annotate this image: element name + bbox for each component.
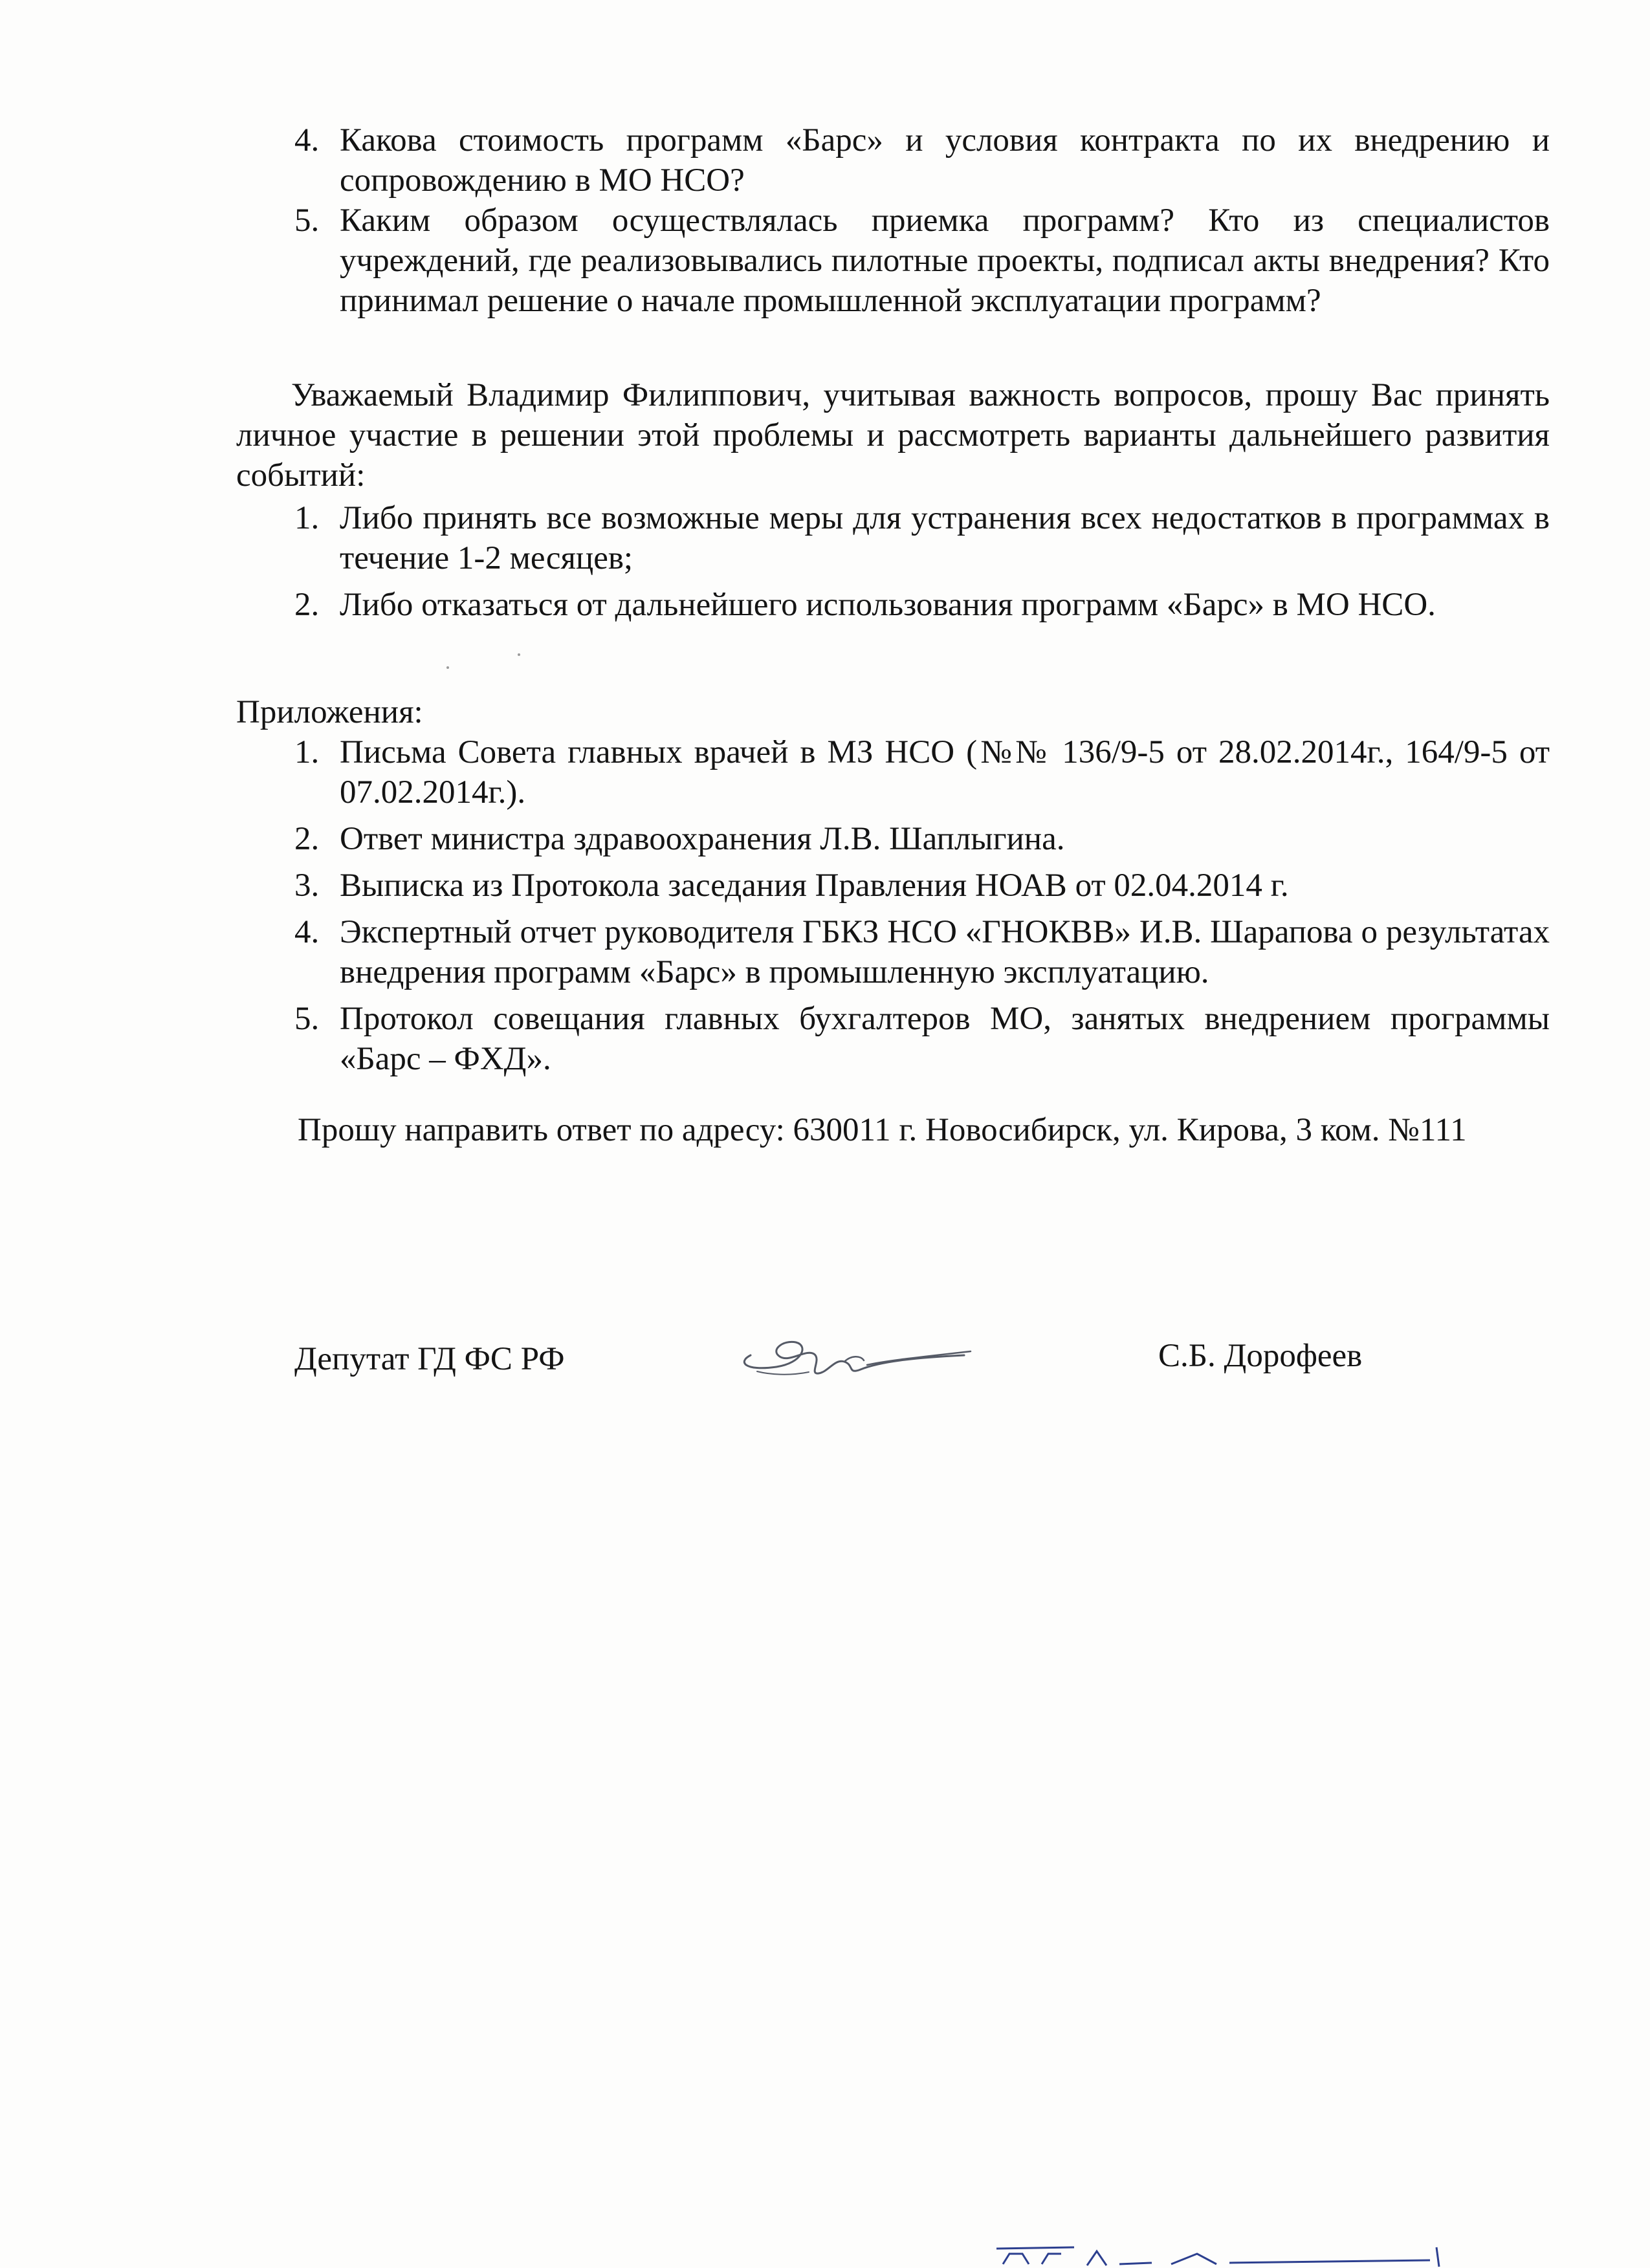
signer-name: С.Б. Дорофеев bbox=[1158, 1338, 1363, 1374]
list-item-number: 4. bbox=[294, 914, 320, 950]
list-item bbox=[294, 498, 1550, 578]
list-item-number: 4. bbox=[294, 122, 320, 158]
list-item bbox=[294, 912, 1550, 992]
list-item-text: Какова стоимость программ «Барс» и условия контракта по их внедрению и сопровождению в МО НСО? bbox=[340, 122, 1550, 199]
list-item bbox=[294, 732, 1550, 812]
list-item-number: 2. bbox=[294, 587, 320, 623]
list-item bbox=[294, 201, 1550, 321]
reply-request-paragraph: Прошу направить ответ по адресу: 630011 г. Новосибирск, ул. Кирова, 3 ком. №111 bbox=[298, 1112, 1467, 1148]
scan-speck bbox=[446, 666, 449, 669]
handwritten-signature-icon bbox=[731, 1310, 977, 1407]
list-item bbox=[294, 999, 1550, 1079]
list-item bbox=[294, 585, 1550, 625]
list-item-number: 3. bbox=[294, 867, 320, 904]
list-item-text: Экспертный отчет руководителя ГБКЗ НСО «ГНОКВВ» И.В. Шарапова о результатах внедрения программ «Барс» в промышленную эксплуатацию. bbox=[340, 914, 1550, 990]
list-item-text: Выписка из Протокола заседания Правления НОАВ от 02.04.2014 г. bbox=[340, 867, 1289, 904]
list-item-number: 2. bbox=[294, 821, 320, 857]
stamp-icon bbox=[984, 2245, 1462, 2268]
signature-row bbox=[0, 1310, 1650, 1413]
list-item bbox=[294, 866, 1550, 906]
attachments-list bbox=[294, 732, 1550, 1079]
appeal-paragraph: Уважаемый Владимир Филиппович, учитывая важность вопросов, прошу Вас принять личное участие в решении этой проблемы и рассмотреть варианты дальнейшего развития событий: bbox=[236, 377, 1550, 494]
list-item bbox=[294, 120, 1550, 201]
list-item-number: 1. bbox=[294, 734, 320, 770]
list-item-text: Каким образом осуществлялась приемка программ? Кто из специалистов учреждений, где реализовывались пилотные проекты, подписал акты внедрения? Кто принимал решение о начале промышленной эксплуатации программ? bbox=[340, 202, 1550, 319]
list-item-number: 5. bbox=[294, 1001, 320, 1037]
signer-position: Депутат ГД ФС РФ bbox=[294, 1341, 565, 1377]
list-item-text: Либо отказаться от дальнейшего использования программ «Барс» в МО НСО. bbox=[340, 587, 1436, 623]
list-item-text: Либо принять все возможные меры для устранения всех недостатков в программах в течение 1-2 месяцев; bbox=[340, 500, 1550, 576]
options-list bbox=[294, 498, 1550, 625]
questions-list bbox=[294, 120, 1550, 321]
list-item bbox=[294, 819, 1550, 859]
attachments-heading: Приложения: bbox=[236, 694, 423, 730]
list-item-number: 5. bbox=[294, 202, 320, 239]
list-item-number: 1. bbox=[294, 500, 320, 536]
list-item-text: Письма Совета главных врачей в МЗ НСО (№№ 136/9-5 от 28.02.2014г., 164/9-5 от 07.02.2014г.). bbox=[340, 734, 1550, 811]
list-item-text: Протокол совещания главных бухгалтеров МО, занятых внедрением программы «Барс – ФХД». bbox=[340, 1001, 1550, 1077]
list-item-text: Ответ министра здравоохранения Л.В. Шаплыгина. bbox=[340, 821, 1065, 857]
scan-speck bbox=[518, 653, 520, 656]
